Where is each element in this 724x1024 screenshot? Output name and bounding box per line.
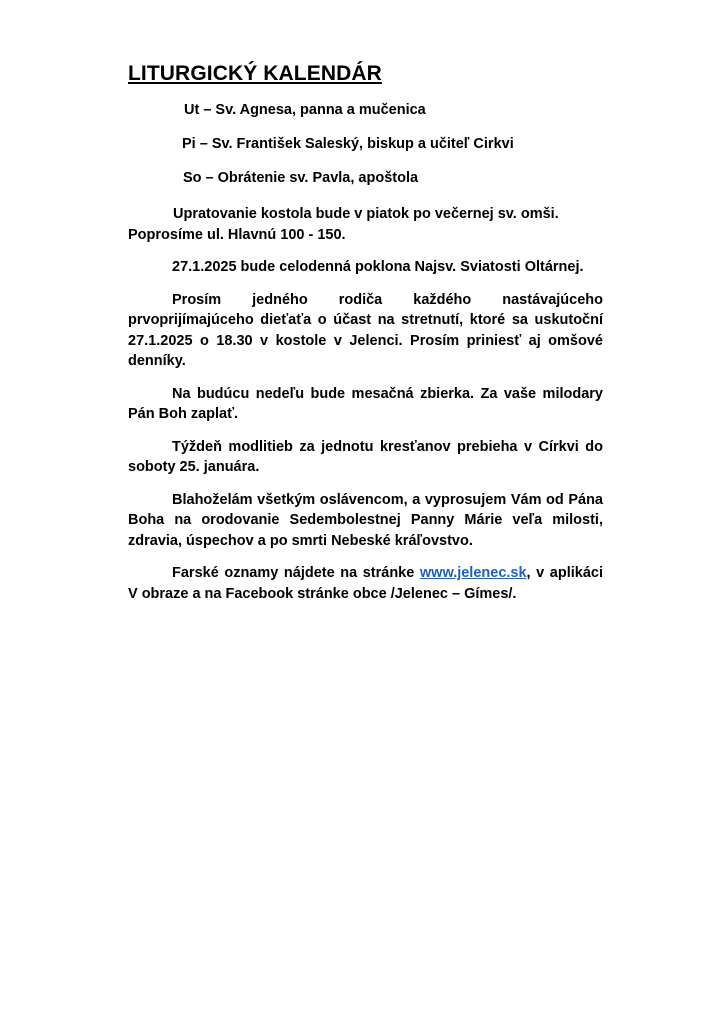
bulletin-page xyxy=(128,60,603,616)
announcement-adoration: 27.1.2025 bude celodenná poklona Najsv. Sviatosti Oltárnej. xyxy=(172,259,584,275)
announcement-website xyxy=(128,563,603,604)
announcement-unity-week: Týždeň modlitieb za jednotu kresťanov prebieha v Církvi do soboty 25. januára. xyxy=(128,438,603,475)
announcement-first-communion: Prosím jedného rodiča každého nastávajúceho prvoprijímajúceho dieťaťa o účast na stretnutí, ktoré sa uskutoční 27.1.2025 o 18.30 v kostole v Jelenci. Prosím priniesť aj omšové denníky. xyxy=(128,291,603,369)
calendar-entry-friday: Pi – Sv. František Saleský, biskup a učiteľ Cirkvi xyxy=(182,136,514,152)
announcement-birthdays: Blahoželám všetkým oslávencom, a vyprosujem Vám od Pána Boha na orodovanie Sedembolestnej Panny Márie veľa milosti, zdravia, úspechov a po smrti Nebeské kráľovstvo. xyxy=(128,491,603,549)
website-link[interactable]: www.jelenec.sk xyxy=(419,565,527,581)
announcement-cleaning: Upratovanie kostola bude v piatok po večernej sv. omši. Poprosíme ul. Hlavnú 100 - 150. xyxy=(128,206,559,243)
calendar-entry-saturday: So – Obrátenie sv. Pavla, apoštola xyxy=(183,170,419,186)
calendar-entry-tuesday: Ut – Sv. Agnesa, panna a mučenica xyxy=(184,102,426,118)
page-title: LITURGICKÝ KALENDÁR xyxy=(128,62,382,85)
announcement-collection: Na budúcu nedeľu bude mesačná zbierka. Za vaše milodary Pán Boh zaplať. xyxy=(128,385,603,422)
website-text-before: Farské oznamy nájdete na stránke xyxy=(172,565,420,581)
website-text-after: , v aplikáci V obraze a na Facebook stránke obce /Jelenec – Gímes/. xyxy=(128,565,603,602)
